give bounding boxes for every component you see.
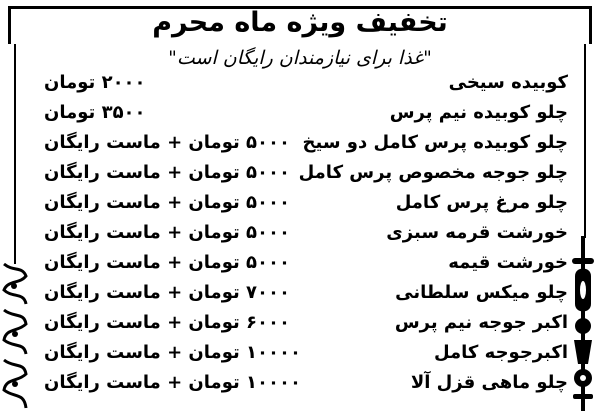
menu-row bbox=[30, 158, 568, 188]
menu-item-price: ۲۰۰۰ تومان bbox=[44, 72, 146, 93]
menu-item-name: چلو جوجه مخصوص پرس کامل bbox=[298, 162, 568, 183]
menu-row bbox=[30, 98, 568, 128]
menu-item-name: چلو مرغ پرس کامل bbox=[395, 192, 568, 213]
menu-row bbox=[30, 248, 568, 278]
menu-row bbox=[30, 368, 568, 398]
menu-item-price: ۵۰۰۰ تومان + ماست رایگان bbox=[44, 162, 290, 183]
menu-row bbox=[30, 68, 568, 98]
menu-item-price: ۶۰۰۰ تومان + ماست رایگان bbox=[44, 312, 290, 333]
menu-item-name: کوبیده سیخی bbox=[448, 72, 568, 93]
menu-item-price: ۵۰۰۰ تومان + ماست رایگان bbox=[44, 132, 290, 153]
menu-item-name: اکبر جوجه نیم پرس bbox=[394, 312, 568, 333]
menu-item-name: چلو کوبیده نیم پرس bbox=[389, 102, 568, 123]
page-title: تخفیف ویژه ماه محرم bbox=[152, 7, 448, 38]
skewer-ornament-icon bbox=[566, 236, 600, 411]
menu-item-price: ۱۰۰۰۰ تومان + ماست رایگان bbox=[44, 342, 301, 363]
menu-row bbox=[30, 218, 568, 248]
right-border-line bbox=[584, 44, 586, 238]
page-subtitle: "غذا برای نیازمندان رایگان است" bbox=[168, 47, 432, 69]
menu-item-price: ۵۰۰۰ تومان + ماست رایگان bbox=[44, 192, 290, 213]
menu-item-price: ۷۰۰۰ تومان + ماست رایگان bbox=[44, 282, 290, 303]
menu-row bbox=[30, 188, 568, 218]
menu-item-name: اکبرجوجه کامل bbox=[433, 342, 568, 363]
menu-item-name: چلو کوبیده پرس کامل دو سیخ bbox=[302, 132, 568, 153]
menu-row bbox=[30, 308, 568, 338]
left-ornament-icon bbox=[0, 262, 30, 411]
menu-item-price: ۵۰۰۰ تومان + ماست رایگان bbox=[44, 222, 290, 243]
menu-item-name: چلو ماهی قزل آلا bbox=[410, 372, 568, 393]
menu-item-price: ۵۰۰۰ تومان + ماست رایگان bbox=[44, 252, 290, 273]
menu-item-price: ۱۰۰۰۰ تومان + ماست رایگان bbox=[44, 372, 301, 393]
menu-row bbox=[30, 278, 568, 308]
menu-item-price: ۳۵۰۰ تومان bbox=[44, 102, 146, 123]
menu-item-name: چلو میکس سلطانی bbox=[395, 282, 568, 303]
left-border-line bbox=[14, 44, 16, 264]
menu-list bbox=[30, 68, 568, 398]
menu-row bbox=[30, 128, 568, 158]
menu-item-name: خورشت قرمه سبزی bbox=[386, 222, 568, 243]
menu-row bbox=[30, 338, 568, 368]
menu-item-name: خورشت قیمه bbox=[448, 252, 568, 273]
